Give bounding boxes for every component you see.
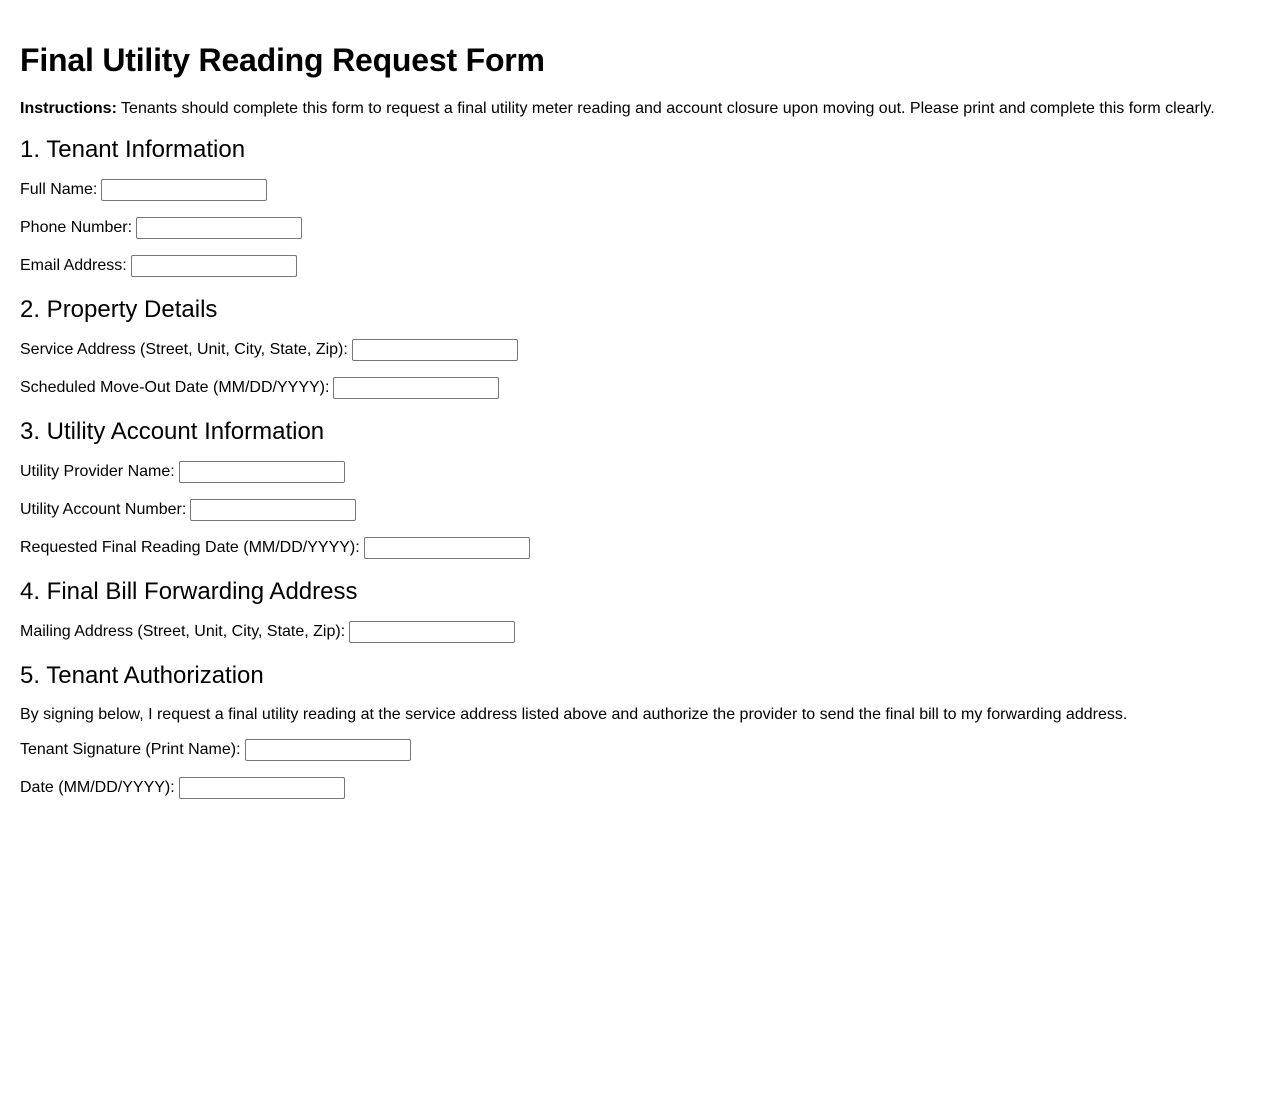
field-row-phone-number	[20, 217, 1242, 239]
phone-number-input[interactable]	[136, 217, 302, 239]
field-row-utility-account-number	[20, 499, 1242, 521]
field-row-full-name	[20, 179, 1242, 201]
field-row-tenant-signature	[20, 739, 1242, 761]
full-name-input[interactable]	[101, 179, 267, 201]
section-heading: 1. Tenant Information	[20, 136, 246, 163]
phone-number-label: Phone Number:	[20, 219, 133, 236]
field-row-service-address	[20, 339, 1242, 361]
page-title: Final Utility Reading Request Form	[20, 42, 545, 78]
service-address-label: Service Address (Street, Unit, City, State, Zip):	[20, 341, 348, 358]
final-reading-date-input[interactable]	[364, 537, 530, 559]
move-out-date-input[interactable]	[333, 377, 499, 399]
section-heading: 4. Final Bill Forwarding Address	[20, 578, 358, 605]
section-heading: 2. Property Details	[20, 296, 218, 323]
tenant-signature-label: Tenant Signature (Print Name):	[20, 741, 241, 758]
email-address-label: Email Address:	[20, 257, 127, 274]
instructions-label: Instructions:	[20, 100, 117, 117]
section-tenant-authorization	[20, 661, 1242, 799]
tenant-signature-input[interactable]	[245, 739, 411, 761]
move-out-date-label: Scheduled Move-Out Date (MM/DD/YYYY):	[20, 379, 330, 396]
signature-date-label: Date (MM/DD/YYYY):	[20, 779, 175, 796]
section-utility-account-information	[20, 417, 1242, 559]
field-row-mailing-address	[20, 621, 1242, 643]
field-row-final-reading-date	[20, 537, 1242, 559]
field-row-signature-date	[20, 777, 1242, 799]
field-row-email-address	[20, 255, 1242, 277]
section-heading: 3. Utility Account Information	[20, 418, 325, 445]
utility-account-number-label: Utility Account Number:	[20, 501, 187, 518]
email-address-input[interactable]	[131, 255, 297, 277]
section-tenant-information	[20, 135, 1242, 277]
authorization-statement: By signing below, I request a final utility reading at the service address listed above and authorize the provider to send the final bill to my forwarding address.	[20, 706, 1128, 723]
full-name-label: Full Name:	[20, 181, 98, 198]
section-property-details	[20, 295, 1242, 399]
utility-provider-name-input[interactable]	[179, 461, 345, 483]
service-address-input[interactable]	[352, 339, 518, 361]
section-final-bill-forwarding-address	[20, 577, 1242, 643]
mailing-address-label: Mailing Address (Street, Unit, City, State, Zip):	[20, 623, 346, 640]
signature-date-input[interactable]	[179, 777, 345, 799]
mailing-address-input[interactable]	[349, 621, 515, 643]
instructions	[20, 99, 1242, 119]
field-row-move-out-date	[20, 377, 1242, 399]
field-row-utility-provider-name	[20, 461, 1242, 483]
final-reading-date-label: Requested Final Reading Date (MM/DD/YYYY):	[20, 539, 360, 556]
utility-provider-name-label: Utility Provider Name:	[20, 463, 175, 480]
instructions-text: Tenants should complete this form to request a final utility meter reading and account closure upon moving out. Please print and complete this form clearly.	[116, 100, 1215, 117]
section-heading: 5. Tenant Authorization	[20, 662, 264, 689]
utility-account-number-input[interactable]	[190, 499, 356, 521]
